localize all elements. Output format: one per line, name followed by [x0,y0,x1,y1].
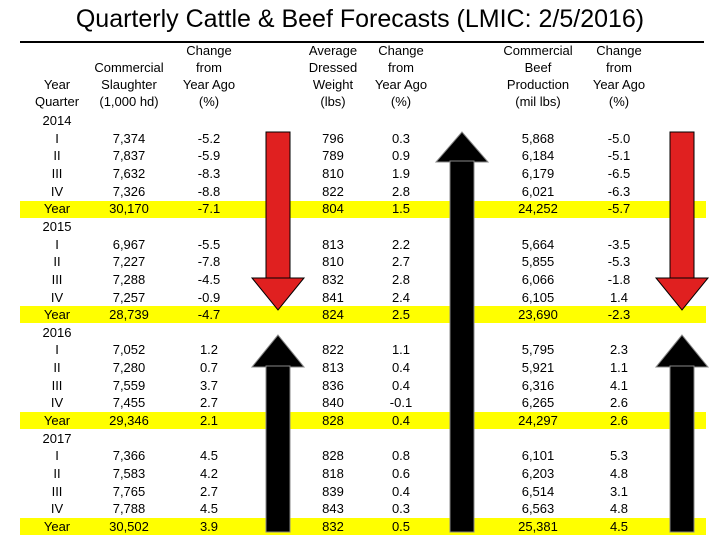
row-label: I [55,342,59,358]
table-cell: 4.5 [199,501,219,517]
header-line: Year Ago [592,77,646,92]
table-cell: 29,346 [109,413,149,429]
table-cell: 0.8 [391,448,411,464]
table-cell: 4.5 [199,448,219,464]
table-cell: 4.8 [609,466,629,481]
header-line: (%) [608,94,630,109]
table-cell: -5.5 [197,236,221,252]
row-label: III [51,271,63,287]
header-line [22,59,92,76]
table-cell: 7,227 [112,254,146,270]
table-cell: 7,257 [112,289,146,305]
header-line: (%) [198,94,220,109]
table-cell: 1.1 [391,342,411,358]
table-cell: -8.3 [197,165,221,181]
table-cell: 3.7 [199,377,219,393]
table-cell: 6,316 [521,377,555,393]
table-cell: 0.3 [391,501,411,517]
table-cell: -4.7 [197,307,221,323]
table-cell: 7,366 [112,448,146,464]
row-label: 2016 [42,324,72,340]
table-cell: 843 [322,501,344,517]
table-cell: -7.8 [197,254,221,270]
table-cell: 1.4 [609,289,629,305]
header-line [84,42,174,59]
row-label: III [51,165,63,181]
table-cell: 7,583 [112,466,146,481]
table-cell: 0.7 [199,360,219,376]
table-cell: 804 [322,201,344,217]
table-cell: 6,021 [521,183,555,199]
down-arrow-production-icon [656,132,708,310]
table-cell: -5.7 [607,201,631,217]
row-label: 2017 [42,430,72,446]
table-cell: 7,788 [112,501,146,517]
table-cell: 4.1 [609,377,629,393]
table-cell: -5.2 [197,130,221,146]
table-cell: -4.5 [197,271,221,287]
table-cell: 0.9 [391,148,411,164]
row-label: Year [43,518,71,534]
table-cell: 6,514 [521,483,555,499]
header-line: Year Ago [374,77,428,92]
table-cell: 1.5 [391,201,411,217]
table-cell: 796 [322,130,344,146]
table-cell: -5.9 [197,148,221,164]
table-cell: 2.4 [391,289,411,305]
row-label: Year [43,201,71,217]
table-cell: 7,374 [112,130,146,146]
page-title: Quarterly Cattle & Beef Forecasts (LMIC: 2/5/2016) [75,5,645,33]
header-line: Average [308,43,358,58]
column-header [291,42,375,110]
table-cell: 2.2 [391,236,411,252]
header-line: (%) [390,94,412,109]
header-line: (1,000 hd) [99,94,159,109]
table-cell: 840 [322,395,344,411]
table-cell: 810 [322,254,344,270]
table-cell: 0.4 [391,483,411,499]
row-label: II [53,148,61,164]
table-cell: -0.1 [389,395,413,411]
table-cell: -6.5 [607,165,631,181]
table-cell: 6,563 [521,501,555,517]
table-cell: 0.4 [391,360,411,376]
table-cell: 6,184 [521,148,555,164]
table-cell: 7,455 [112,395,146,411]
header-line: from [196,60,222,75]
header-line: Slaughter [101,77,157,92]
header-line: Year Ago [182,77,236,92]
table-cell: 836 [322,377,344,393]
table-cell: 832 [322,271,344,287]
table-cell: 7,288 [112,271,146,287]
header-line: Commercial [503,43,573,58]
table-cell: 5.3 [609,448,629,464]
table-cell: 2.3 [609,342,629,358]
table-cell: -5.0 [607,130,631,146]
row-label: 2014 [42,113,72,128]
table-cell: 828 [322,413,344,429]
table-cell: 5,795 [521,342,555,358]
table-cell: 2.7 [199,483,219,499]
table-cell: -5.1 [607,148,631,164]
header-line: Weight [312,77,354,92]
table-cell: 822 [322,183,344,199]
row-label: Year [43,307,71,323]
table-cell: -7.1 [197,201,221,217]
column-header [169,42,249,110]
table-cell: 6,179 [521,165,555,181]
table-cell: 0.5 [391,518,411,534]
up-arrow-weight-icon [436,132,488,532]
table-cell: 5,855 [521,254,555,270]
table-cell: 2.5 [391,307,411,323]
table-cell: 2.7 [199,395,219,411]
row-label: I [55,236,59,252]
row-label: III [51,483,63,499]
column-header [366,42,436,110]
row-label: IV [50,501,64,517]
row-label: II [53,466,61,481]
table-cell: 2.6 [609,413,629,429]
table-cell: 789 [322,148,344,164]
column-header [22,42,92,110]
header-line: from [388,60,414,75]
header-line: Change [186,43,232,58]
table-cell: 810 [322,165,344,181]
table-cell: 7,765 [112,483,146,499]
table-cell: 2.8 [391,183,411,199]
row-label: IV [50,183,64,199]
table-cell: 4.2 [199,466,219,481]
table-cell: 824 [322,307,344,323]
header-line: (lbs) [320,94,346,109]
table-cell: 3.1 [609,483,629,499]
table-cell: 839 [322,483,344,499]
table-cell: 4.8 [609,501,629,517]
table-cell: 813 [322,360,344,376]
table-cell: 841 [322,289,344,305]
table-cell: 0.4 [391,377,411,393]
header-line: from [606,60,632,75]
row-label: Year [43,413,71,429]
header-line: Commercial [94,60,164,75]
row-label: I [55,130,59,146]
table-cell: 28,739 [109,307,149,323]
table-cell: 822 [322,342,344,358]
table-cell: 7,326 [112,183,146,199]
column-header [483,42,593,110]
table-cell: 6,101 [521,448,555,464]
row-label: 2015 [42,218,72,234]
table-cell: 24,297 [518,413,558,429]
table-cell: 828 [322,448,344,464]
header-line: (mil lbs) [515,94,561,109]
table-cell: 2.6 [609,395,629,411]
header-line: Year [43,77,71,92]
up-arrow-production-icon [656,335,708,532]
table-cell: -3.5 [607,236,631,252]
table-cell: 7,280 [112,360,146,376]
table-cell: -6.3 [607,183,631,199]
table-cell: 7,559 [112,377,146,393]
row-label: II [53,254,61,270]
table-cell: 1.2 [199,342,219,358]
table-cell: 5,664 [521,236,555,252]
table-cell: -2.3 [607,307,631,323]
table-cell: 7,052 [112,342,146,358]
table-cell: -8.8 [197,183,221,199]
table-cell: 2.1 [199,413,219,429]
table-cell: 1.9 [391,165,411,181]
table-cell: 3.9 [199,518,219,534]
table-cell: 30,170 [109,201,149,217]
table-cell: 6,066 [521,271,555,287]
row-label: II [53,360,61,376]
row-label: IV [50,395,64,411]
table-cell: 0.6 [391,466,411,481]
table-cell: 7,837 [112,148,146,164]
table-cell: 6,265 [521,395,555,411]
header-line: Beef [524,60,552,75]
header-line: Quarter [34,94,80,109]
table-cell: 832 [322,518,344,534]
column-header [579,42,659,110]
table-cell: 6,105 [521,289,555,305]
table-cell: 6,203 [521,466,555,481]
table-cell: 1.1 [609,360,629,376]
table-cell: 0.4 [391,413,411,429]
row-label: I [55,448,59,464]
table-cell: 4.5 [609,518,629,534]
table-cell: 2.7 [391,254,411,270]
header-line: Change [596,43,642,58]
header-line: Production [506,77,570,92]
column-header [84,42,174,110]
table-cell: 5,921 [521,360,555,376]
table-cell: 0.3 [391,130,411,146]
table-cell: 7,632 [112,165,146,181]
table-cell: -0.9 [197,289,221,305]
table-cell: 23,690 [518,307,558,323]
table-cell: 2.8 [391,271,411,287]
table-cell: 818 [322,466,344,481]
table-cell: 25,381 [518,518,558,534]
header-line: Change [378,43,424,58]
table-cell: 813 [322,236,344,252]
table-cell: -5.3 [607,254,631,270]
table-cell: 30,502 [109,518,149,534]
table-cell: 5,868 [521,130,555,146]
table-cell: 24,252 [518,201,558,217]
table-cell: 6,967 [112,236,146,252]
header-line [22,42,92,59]
row-label: III [51,377,63,393]
row-label: IV [50,289,64,305]
header-line: Dressed [308,60,358,75]
table-cell: -1.8 [607,271,631,287]
